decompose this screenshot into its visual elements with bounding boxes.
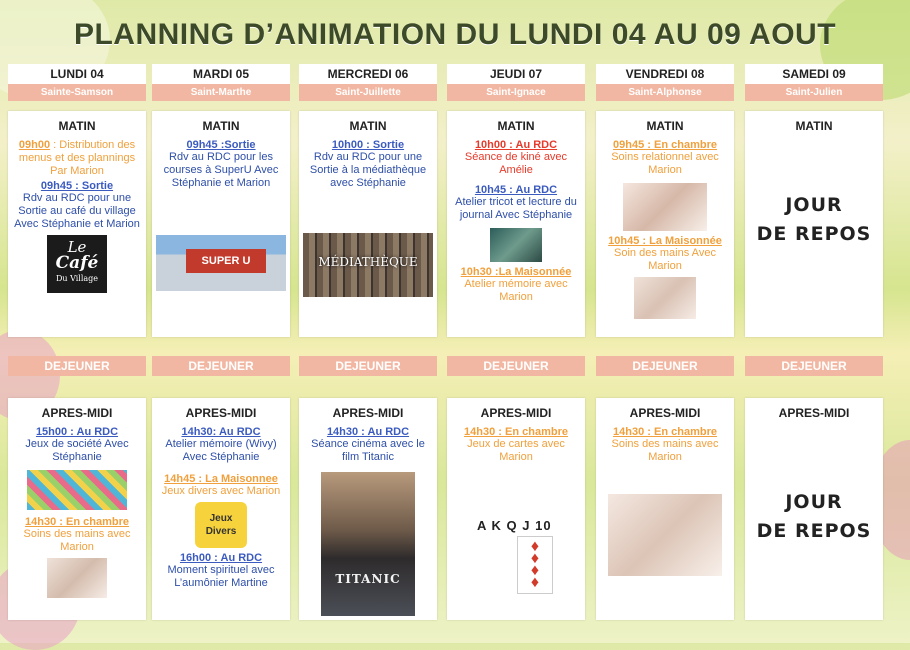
hands-photo (608, 494, 722, 576)
morning-panel-lundi (8, 111, 146, 337)
event-desc: Jeux de cartes avec Marion (467, 438, 565, 463)
saint-label: Sainte-Samson (8, 84, 146, 101)
event-time: 10h00 : Sortie (331, 139, 405, 151)
section-heading: MATIN (646, 119, 684, 133)
event-time: 16h00 : Au RDC (179, 552, 263, 564)
page-title: PLANNING D’ANIMATION DU LUNDI 04 AU 09 AOUT (73, 18, 837, 51)
section-heading: MATIN (497, 119, 535, 133)
saint-label: Saint-Alphonse (596, 84, 734, 101)
knitting-photo (490, 228, 542, 262)
event-desc: Rdv au RDC pour une Sortie au café du village Avec Stéphanie et Marion (14, 192, 140, 230)
event-desc: Séance cinéma avec le film Titanic (311, 438, 425, 463)
afternoon-panel-mardi (152, 398, 290, 620)
lunch-bar: DEJEUNER (745, 356, 883, 376)
section-heading: MATIN (58, 119, 96, 133)
event-desc: Rdv au RDC pour une Sortie à la médiathèque avec Stéphanie (309, 151, 427, 189)
section-heading: APRES-MIDI (41, 406, 113, 420)
event-desc: Jeux de société Avec Stéphanie (25, 438, 129, 463)
board-game-photo (27, 470, 127, 510)
section-heading: MATIN (202, 119, 240, 133)
day-header-mercredi: MERCREDI 06 (299, 64, 437, 84)
hands-photo (47, 558, 107, 598)
morning-panel-mercredi (299, 111, 437, 337)
event-desc: Soins des mains avec Marion (23, 528, 131, 553)
event-desc: Soins des mains avec Marion (611, 438, 719, 463)
event-time: 14h30 : En chambre (464, 426, 568, 438)
event-desc: Soin des mains Avec Marion (614, 247, 716, 272)
section-heading: APRES-MIDI (332, 406, 404, 420)
morning-panel-mardi (152, 111, 290, 337)
morning-panel-vendredi (596, 111, 734, 337)
afternoon-panel-lundi (8, 398, 146, 620)
section-heading: APRES-MIDI (629, 406, 701, 420)
jeux-divers-badge: Jeux Divers (195, 502, 247, 548)
saint-label: Saint-Ignace (447, 84, 585, 101)
hands-photo (634, 277, 696, 319)
event-text: 09h00 : Distribution des menus et des plannings Par Marion (18, 139, 136, 177)
day-header-mardi: MARDI 05 (152, 64, 290, 84)
lunch-bar: DEJEUNER (596, 356, 734, 376)
saint-label: Saint-Juillette (299, 84, 437, 101)
event-desc: Atelier mémoire avec Marion (464, 278, 568, 303)
morning-panel-jeudi (447, 111, 585, 337)
lunch-bar: DEJEUNER (8, 356, 146, 376)
lunch-bar: DEJEUNER (299, 356, 437, 376)
saint-label: Saint-Marthe (152, 84, 290, 101)
event-time: 14h30: Au RDC (181, 426, 261, 438)
lunch-bar: DEJEUNER (447, 356, 585, 376)
event-time: 14h45 : La Maisonnee (164, 473, 278, 485)
section-heading: APRES-MIDI (480, 406, 552, 420)
playing-cards-image: A K Q J 10 ♦ ♦ ♦ ♦ (477, 518, 557, 598)
hands-photo (623, 183, 707, 231)
rest-day-text: JOUR DE REPOS (756, 491, 872, 542)
day-header-jeudi: JEUDI 07 (447, 64, 585, 84)
day-header-lundi: LUNDI 04 (8, 64, 146, 84)
event-desc: Soins relationnel avec Marion (611, 151, 719, 176)
superu-photo: SUPER U (156, 235, 286, 291)
afternoon-panel-samedi (745, 398, 883, 620)
afternoon-panel-jeudi (447, 398, 585, 620)
event-desc: Séance de kiné avec Amélie (464, 151, 568, 176)
event-time: 10h45 : Au RDC (474, 184, 558, 196)
rest-day-text: JOUR DE REPOS (756, 194, 872, 245)
titanic-poster: TITANIC (321, 472, 415, 616)
event-desc: Atelier tricot et lecture du journal Avec Stéphanie (455, 196, 577, 221)
event-time: 14h30 : Au RDC (326, 426, 410, 438)
event-desc: Moment spirituel avec L’aumônier Martine (167, 564, 275, 589)
event-desc: Rdv au RDC pour les courses à SuperU Avec Stéphanie et Marion (163, 151, 279, 189)
morning-panel-samedi (745, 111, 883, 337)
event-time: 09h45 : Sortie (40, 180, 114, 192)
section-heading: MATIN (795, 119, 833, 133)
cafe-logo: Le Café Du Village (47, 235, 107, 293)
event-time: 14h30 : En chambre (25, 516, 129, 528)
event-time: 09h45 : En chambre (613, 139, 717, 151)
event-time: 10h45 : La Maisonnée (608, 235, 722, 247)
event-time: 10h00 : Au RDC (474, 139, 558, 151)
saint-label: Saint-Julien (745, 84, 883, 101)
mediatheque-photo: MÉDIATHÈQUE (303, 233, 433, 297)
afternoon-panel-mercredi (299, 398, 437, 620)
section-heading: APRES-MIDI (778, 406, 850, 420)
event-time: 09h45 :Sortie (186, 139, 256, 151)
afternoon-panel-vendredi (596, 398, 734, 620)
event-time: 14h30 : En chambre (613, 426, 717, 438)
section-heading: MATIN (349, 119, 387, 133)
day-header-samedi: SAMEDI 09 (745, 64, 883, 84)
event-time: 10h30 :La Maisonnée (460, 266, 572, 278)
lunch-bar: DEJEUNER (152, 356, 290, 376)
section-heading: APRES-MIDI (185, 406, 257, 420)
event-time: 15h00 : Au RDC (35, 426, 119, 438)
event-desc: Atelier mémoire (Wivy) Avec Stéphanie (165, 438, 277, 463)
event-desc: Jeux divers avec Marion (161, 485, 281, 497)
day-header-vendredi: VENDREDI 08 (596, 64, 734, 84)
